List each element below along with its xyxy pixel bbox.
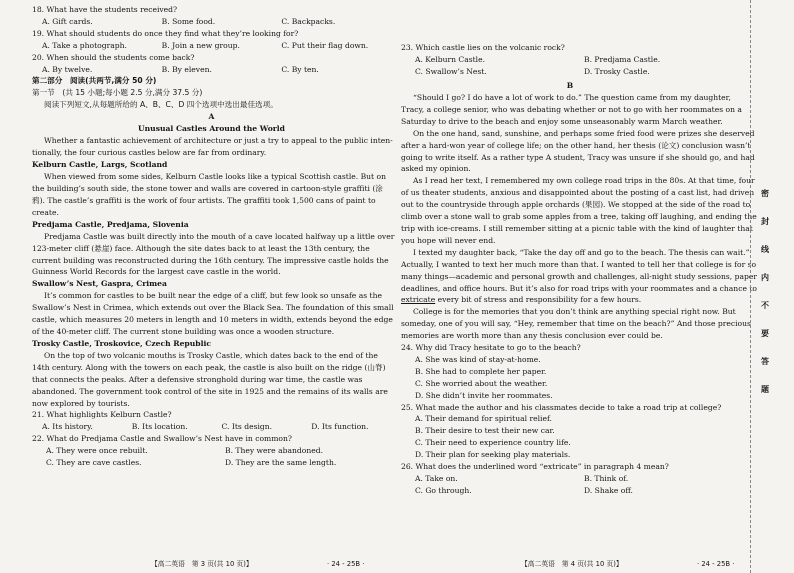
intro-line-2: tionally, the four curious castles below are far from ordinary.	[32, 148, 267, 158]
extricate-underlined-word: extricate	[401, 295, 436, 305]
section-title: 第二部分 阅读(共两节,满分 50 分)	[32, 76, 157, 86]
q18-option-a: A. Gift cards.	[42, 16, 93, 26]
left-footer-page: 【高二英语 第 3 页(共 10 页)】	[151, 560, 253, 568]
kelburn-line-4: create.	[32, 207, 59, 217]
b-para5-line-1: College is for the memories that you don’t think are anything special right now. But	[413, 307, 736, 317]
margin-char-6: 要	[761, 329, 769, 338]
q21-option-a: A. Its history.	[42, 422, 93, 432]
q23-stem: 23. Which castle lies on the volcanic rock?	[401, 43, 565, 52]
right-footer-code: · 24 - 25B ·	[697, 560, 735, 568]
q21-option-d: D. Its function.	[311, 422, 369, 432]
q24-stem: 24. Why did Tracy hesitate to go to the beach?	[401, 343, 581, 353]
trosky-line-1: On the top of two volcanic mouths is Trosky Castle, which dates back to the end of the	[44, 350, 378, 360]
kelburn-line-3: 鸦). The castle’s graffiti is the work of four artists. The graffiti took 1,500 cans of paint to	[32, 195, 376, 205]
q24-option-a: A. She was kind of stay-at-home.	[415, 354, 541, 364]
q26-options-row-2	[401, 485, 739, 497]
margin-char-8: 题	[761, 385, 769, 394]
b-para3-line-4: climb over a stone wall to grab some apples from a tree, taking off laughing, and ending the	[401, 212, 757, 222]
q26-option-a: A. Take on.	[415, 474, 458, 483]
b-para3-line-3: out to the countryside through apple orchards (果园). We stopped at the side of the road to	[401, 200, 751, 210]
b-para4-line-5	[401, 294, 739, 306]
q25-option-d: D. Their plan for seeking play materials.	[415, 450, 571, 460]
trosky-heading: Trosky Castle, Troskovice, Czech Republic	[32, 338, 211, 348]
q22-options-row-1	[32, 445, 391, 457]
predjama-line-1: Predjama Castle was built directly into the mouth of a cave located halfway up a little over	[44, 231, 395, 241]
seal-line-margin	[740, 0, 794, 573]
q23-options	[401, 54, 739, 78]
swallow-line-3: castle, which measures 20 meters in length and 10 meters in width, extends beyond the edge	[32, 315, 393, 325]
q19-options	[32, 40, 391, 52]
b-para1-line-2: Tracy, a college senior, who was debating whether or not to go with her roommates on a	[401, 104, 742, 114]
passage-a-letter: A	[208, 112, 215, 122]
passage-a-title: Unusual Castles Around the World	[138, 124, 285, 134]
q22-option-b: B. They were abandoned.	[225, 446, 323, 456]
q23-option-d: D. Trosky Castle.	[584, 66, 650, 76]
q23-option-c: C. Swallow’s Nest.	[415, 66, 487, 76]
q21-option-b: B. Its location.	[131, 422, 188, 432]
q22-options-row-2	[32, 457, 391, 469]
b-para2-line-4: asked my opinion.	[401, 164, 471, 174]
q19-option-b: B. Join a new group.	[161, 40, 240, 50]
passage-b	[401, 80, 757, 497]
q21-options	[32, 421, 391, 433]
q20-option-a: A. By twelve.	[42, 64, 93, 74]
q25-option-c: C. Their need to experience country life.	[415, 438, 571, 448]
intro-line-1: Whether a fantastic achievement of architecture or just a try to appeal to the public inten-	[44, 136, 393, 146]
swallow-line-2: Swallow’s Nest in Crimea, which extends out over the Black Sea. The foundation of this small	[32, 303, 394, 313]
swallow-line-4: of the 40-meter cliff. The current stone building was once a wooden structure.	[32, 327, 335, 337]
q23-option-b: B. Predjama Castle.	[584, 55, 661, 64]
b-para4-line-4: deadlines, and office hours. But it’s also for road trips with your roommates and a chance to	[401, 283, 757, 293]
q25-stem: 25. What made the author and his classmates decide to take a road trip at college?	[401, 402, 722, 412]
q21-stem: 21. What highlights Kelburn Castle?	[32, 410, 172, 420]
right-footer-page: 【高二英语 第 4 页(共 10 页)】	[521, 560, 623, 568]
q24-option-b: B. She had to complete her paper.	[415, 366, 547, 376]
b-para4-line-2: Actually, I wanted to text her much more than that. I wanted to tell her that college is for so	[401, 259, 757, 269]
q18-option-b: B. Some food.	[161, 16, 216, 26]
q18-option-c: C. Backpacks.	[281, 16, 336, 26]
q19-option-a: A. Take a photograph.	[42, 40, 127, 50]
b-para1-line-1: “Should I go? I do have a lot of work to do.” The question came from my daughter,	[413, 93, 731, 102]
q26-options-row-1	[401, 473, 739, 485]
b-para5-line-3: memories are worth more than any thesis conclusion ever could be.	[401, 331, 663, 341]
q24-option-c: C. She worried about the weather.	[415, 378, 548, 388]
kelburn-line-1: When viewed from some sides, Kelburn Castle looks like a typical Scottish castle. But on	[44, 172, 386, 182]
trosky-line-3: that connects the peaks. After a defensive stronghold during war time, the castle was	[32, 374, 363, 384]
b-para2-line-3: going to write itself. As a rather type A student, Tracy was unsure if she should go, and had	[401, 152, 755, 162]
kelburn-heading: Kelburn Castle, Largs, Scotland	[32, 160, 168, 170]
q26-option-d: D. Shake off.	[584, 485, 633, 495]
margin-char-1: 密	[761, 189, 769, 198]
margin-char-2: 封	[761, 217, 769, 226]
margin-char-4: 内	[761, 273, 769, 282]
q26-option-c: C. Go through.	[415, 485, 472, 495]
b-para3-line-2: of us theater students, anxious and disappointed about the posting of a cast list, had driven	[401, 188, 755, 198]
swallow-line-1: It’s common for castles to be built near the edge of a cliff, but few look so unsafe as the	[44, 291, 382, 301]
trosky-line-2: 14th century. Along with the towers on each peak, the castle is also built on the ridge (山脊)	[32, 362, 386, 372]
b-para1-line-3: Saturday to drive to the beach and enjoy some unseasonably warm March weather.	[401, 116, 723, 126]
q20-option-b: B. By eleven.	[161, 64, 212, 74]
q19-stem: 19. What should students do once they find what they’re looking for?	[32, 28, 299, 38]
q19-option-c: C. Put their flag down.	[281, 40, 369, 50]
q22-option-a: A. They were once rebuilt.	[46, 446, 148, 456]
b-para3-line-1: As I read her text, I remembered my own college road trips in the 80s. At that time, four	[413, 176, 755, 186]
q23-option-a: A. Kelburn Castle.	[415, 55, 486, 64]
predjama-heading: Predjama Castle, Predjama, Slovenia	[32, 219, 189, 229]
kelburn-line-2: the building’s south side, the stone tower and walls are covered in cartoon-style graffiti (涂	[32, 183, 383, 193]
right-page	[397, 0, 757, 573]
margin-char-7: 答	[761, 357, 769, 366]
b-para3-line-5: trip with ice-creams. I still remember sitting at a picnic table with the kind of laughter that	[401, 223, 753, 233]
b-para4-line-3: many things—academic and personal growth and challenges, all-night study sessions, paper	[401, 271, 757, 281]
q20-stem: 20. When should the students come back?	[32, 52, 195, 62]
q20-options	[32, 64, 391, 76]
q22-option-d: D. They are the same length.	[225, 458, 337, 468]
q24-option-d: D. She didn’t invite her roommates.	[415, 390, 553, 400]
trosky-line-5: now explored by tourists.	[32, 398, 130, 408]
seal-line	[750, 0, 751, 573]
predjama-line-2: 123-meter cliff (悬崖) face. Although the site dates back to at least the 13th century, the	[32, 243, 370, 253]
q26-stem: 26. What does the underlined word “extricate” in paragraph 4 mean?	[401, 462, 669, 472]
b-para2-line-2: after a hard-won year of college life; on the other hand, her thesis (论文) conclusion wasn’t	[401, 140, 751, 150]
q26-option-b: B. Think of.	[584, 474, 629, 483]
section-subtitle: 第一节 (共 15 小题;每小题 2.5 分,满分 37.5 分)	[32, 88, 203, 98]
b-para5-line-2: someday, one of you will say, “Hey, remember that time on the beach?” And those precious	[401, 319, 751, 329]
left-footer-code: · 24 - 25B ·	[327, 560, 365, 568]
q21-option-c: C. Its design.	[221, 422, 273, 432]
predjama-line-3: current building was reconstructed during the 16th century. The impressive castle holds the	[32, 255, 389, 265]
b-para4-line-5-rest: every bit of stress and responsibility for a few hours.	[435, 295, 642, 305]
q22-option-c: C. They are cave castles.	[46, 458, 142, 468]
b-para3-line-6: you hope will never end.	[401, 235, 496, 245]
q20-option-c: C. By ten.	[281, 64, 319, 74]
margin-char-5: 不	[761, 301, 769, 310]
b-para4-line-1: I texted my daughter back, “Take the day off and go to the beach. The thesis can wait.”	[413, 247, 750, 257]
q18-stem: 18. What have the students received?	[32, 5, 178, 14]
swallow-heading: Swallow’s Nest, Gaspra, Crimea	[32, 279, 167, 289]
q25-option-b: B. Their desire to test their new car.	[415, 426, 555, 436]
b-para2-line-1: On the one hand, sand, sunshine, and perhaps some fried food were prizes she deserved	[413, 128, 755, 138]
margin-char-3: 线	[761, 245, 769, 254]
q18-options	[32, 16, 391, 28]
reading-instruction: 阅读下列短文,从每题所给的 A、B、C、D 四个选项中选出最佳选项。	[44, 100, 278, 110]
q25-option-a: A. Their demand for spiritual relief.	[415, 414, 552, 424]
q22-stem: 22. What do Predjama Castle and Swallow’s Nest have in common?	[32, 434, 292, 444]
trosky-line-4: abandoned. The government took control of the site in 1925 and the remains of its walls are	[32, 386, 388, 396]
passage-b-letter: B	[566, 81, 574, 90]
predjama-line-4: Guinness World Records for the largest cave castle in the world.	[32, 267, 281, 277]
